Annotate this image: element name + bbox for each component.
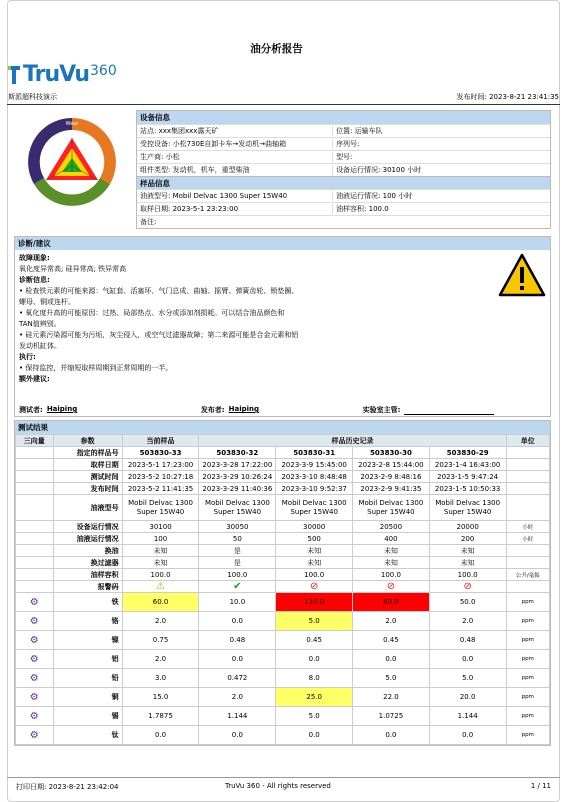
vector-cell xyxy=(16,569,54,581)
vector-cell xyxy=(16,495,54,521)
logo-brand: TruVu xyxy=(23,62,90,87)
unit-cell: ppm xyxy=(506,707,549,726)
value-cell: 30100 xyxy=(122,521,199,533)
info-cell: 受控设备: 小松730E自卸卡车→发动机→曲轴箱 xyxy=(140,140,287,148)
unit-cell xyxy=(506,557,549,569)
value-cell: 1.144 xyxy=(429,707,506,726)
unit-cell xyxy=(506,545,549,557)
table-row xyxy=(16,521,550,533)
unit-cell: ppm xyxy=(506,631,549,650)
value-cell: 2.0 xyxy=(429,612,506,631)
info-cell: 站点: xxx集团xxx露天矿 xyxy=(140,127,219,135)
info-row xyxy=(137,163,550,176)
info-cell: 位置: 运输车队 xyxy=(332,126,550,136)
unit-cell: ppm xyxy=(506,593,549,612)
test-results-bar: 测试结果 xyxy=(15,421,550,434)
value-cell: 0.75 xyxy=(122,631,199,650)
vector-cell xyxy=(16,669,54,688)
diagnosis-section xyxy=(14,236,551,417)
table-row xyxy=(16,483,550,495)
vector-cell xyxy=(16,447,54,459)
param-cell: 镍 xyxy=(53,631,122,650)
print-date: 打印日期: 2023-8-21 23:42:04 xyxy=(16,783,119,791)
value-cell: 10.0 xyxy=(199,593,276,612)
value-cell: 未知 xyxy=(276,557,353,569)
value-cell: 30000 xyxy=(276,521,353,533)
sample-info-bar: 样品信息 xyxy=(137,176,550,189)
value-cell: 0.0 xyxy=(199,612,276,631)
value-cell: 100 xyxy=(122,533,199,545)
vector-cell xyxy=(16,688,54,707)
diagnosis-line: 氧化度异常高; 硅异常高; 铁异常高 xyxy=(19,265,127,273)
value-cell: 20.0 xyxy=(429,688,506,707)
table-row xyxy=(16,726,550,745)
diagnosis-line: 诊断信息: xyxy=(19,276,50,284)
value-cell: 22.0 xyxy=(353,688,430,707)
value-cell: 400 xyxy=(353,533,430,545)
table-row xyxy=(16,545,550,557)
param-cell: 油液运行情况 xyxy=(53,533,122,545)
publisher-name: Haiping xyxy=(228,405,260,413)
value-cell: 1.0725 xyxy=(353,707,430,726)
wear-wheel-icon xyxy=(24,114,120,210)
vector-cell xyxy=(16,593,54,612)
value-cell: Mobil Delvac 1300 Super 15W40 xyxy=(353,495,430,521)
value-cell: 0.0 xyxy=(429,650,506,669)
value-cell: 2.0 xyxy=(199,688,276,707)
value-cell: 2023-3-10 8:48:48 xyxy=(276,471,353,483)
test-results-section xyxy=(14,420,551,746)
value-cell: 1.7875 xyxy=(122,707,199,726)
value-cell: 503830-30 xyxy=(353,447,430,459)
value-cell: ⊘ xyxy=(353,581,430,593)
value-cell: 5.0 xyxy=(276,612,353,631)
vector-cell xyxy=(16,471,54,483)
unit-cell: ppm xyxy=(506,612,549,631)
vector-cell xyxy=(16,545,54,557)
value-cell: 0.0 xyxy=(429,726,506,745)
value-cell: 50.0 xyxy=(429,593,506,612)
value-cell: 2023-3-10 9:52:37 xyxy=(276,483,353,495)
value-cell: 503830-32 xyxy=(199,447,276,459)
param-cell: 报警码 xyxy=(53,581,122,593)
info-cell: 取样日期: 2023-5-1 23:23:00 xyxy=(140,205,239,213)
gear-icon[interactable]: ⚙ xyxy=(29,596,39,608)
value-cell: 1.144 xyxy=(199,707,276,726)
param-cell: 铅 xyxy=(53,669,122,688)
results-header-cell: 参数 xyxy=(53,435,122,447)
param-cell: 铁 xyxy=(53,593,122,612)
value-cell: 503830-29 xyxy=(429,447,506,459)
value-cell: 50 xyxy=(199,533,276,545)
info-cell: 备注: xyxy=(140,218,157,226)
logo-mark-icon xyxy=(8,64,22,86)
unit-cell: 小时 xyxy=(506,533,549,545)
value-cell: 2.0 xyxy=(353,612,430,631)
info-row xyxy=(137,215,550,228)
value-cell: 2023-1-5 10:50:33 xyxy=(429,483,506,495)
unit-cell: ppm xyxy=(506,726,549,745)
value-cell: 200 xyxy=(429,533,506,545)
value-cell: 未知 xyxy=(122,545,199,557)
param-cell: 测试时间 xyxy=(53,471,122,483)
table-row xyxy=(16,707,550,726)
value-cell: ⚠ xyxy=(122,581,199,593)
param-cell: 铝 xyxy=(53,650,122,669)
value-cell: 0.472 xyxy=(199,669,276,688)
info-row xyxy=(137,124,550,137)
value-cell: 2023-3-28 17:22:00 xyxy=(199,459,276,471)
table-row xyxy=(16,593,550,612)
value-cell: 2023-3-9 15:45:00 xyxy=(276,459,353,471)
info-cell: 组件类型: 发动机，机车，重型柴油 xyxy=(140,166,250,174)
value-cell: 是 xyxy=(199,557,276,569)
value-cell: 80.0 xyxy=(353,593,430,612)
info-cell: 序列号: xyxy=(332,139,550,149)
param-cell: 换过滤器 xyxy=(53,557,122,569)
diagnosis-line: 额外建议: xyxy=(19,375,50,383)
value-cell: 2023-3-29 10:26:24 xyxy=(199,471,276,483)
vector-cell xyxy=(16,483,54,495)
vector-cell xyxy=(16,557,54,569)
unit-cell xyxy=(506,459,549,471)
value-cell: 0.0 xyxy=(276,726,353,745)
gear-icon[interactable]: ⚙ xyxy=(29,634,39,646)
value-cell: 0.0 xyxy=(122,726,199,745)
tester-name: Haiping xyxy=(46,405,78,413)
table-row xyxy=(16,447,550,459)
value-cell: 100.0 xyxy=(199,569,276,581)
info-cell: 设备运行情况: 30100 小时 xyxy=(332,165,550,175)
vector-cell xyxy=(16,612,54,631)
param-cell: 换油 xyxy=(53,545,122,557)
results-table xyxy=(15,434,550,745)
diagnosis-line: 螺母、铜或连杆。 xyxy=(19,298,75,306)
results-header-cell: 三向量 xyxy=(16,435,54,447)
value-cell: 2023-2-9 9:41:35 xyxy=(353,483,430,495)
table-row xyxy=(16,669,550,688)
info-cell: 型号: xyxy=(332,152,550,162)
value-cell: 100.0 xyxy=(276,569,353,581)
value-cell: 3.0 xyxy=(122,669,199,688)
footer-divider xyxy=(7,777,560,778)
unit-cell xyxy=(506,483,549,495)
diagnosis-bar: 诊断/建议 xyxy=(15,237,550,250)
value-cell: 100.0 xyxy=(353,569,430,581)
signature-row xyxy=(19,405,539,415)
logo-suffix: 360 xyxy=(90,63,117,79)
value-cell: 8.0 xyxy=(276,669,353,688)
value-cell: Mobil Delvac 1300 Super 15W40 xyxy=(122,495,199,521)
gear-icon[interactable]: ⚙ xyxy=(29,615,39,627)
value-cell: 100.0 xyxy=(429,569,506,581)
tester-label: 测试者: xyxy=(19,406,43,414)
value-cell: 2023-5-2 11:41:35 xyxy=(122,483,199,495)
param-cell: 取样日期 xyxy=(53,459,122,471)
value-cell: 2023-5-2 10:27:18 xyxy=(122,471,199,483)
unit-cell xyxy=(506,447,549,459)
value-cell: 0.45 xyxy=(353,631,430,650)
table-row xyxy=(16,459,550,471)
info-row xyxy=(137,150,550,163)
param-cell: 钛 xyxy=(53,726,122,745)
value-cell: 2023-1-4 16:43:00 xyxy=(429,459,506,471)
copyright: TruVu 360 - All rights reserved xyxy=(225,782,331,790)
gear-icon[interactable]: ⚙ xyxy=(29,672,39,684)
vector-cell xyxy=(16,631,54,650)
gear-icon[interactable]: ⚙ xyxy=(29,710,39,722)
value-cell: 2023-2-8 15:44:00 xyxy=(353,459,430,471)
value-cell: 20500 xyxy=(353,521,430,533)
value-cell: 0.48 xyxy=(429,631,506,650)
diagnosis-line: 执行: xyxy=(19,353,36,361)
wheel-wear-label: Wear xyxy=(65,121,79,127)
truvu-logo xyxy=(8,56,117,86)
diagnosis-line: • 氧化度升高的可能原因：过热、局部热点、水分或添加剂损耗。可以结合油品颜色和 xyxy=(19,309,285,317)
value-cell: Mobil Delvac 1300 Super 15W40 xyxy=(199,495,276,521)
table-row xyxy=(16,581,550,593)
value-cell: 100.0 xyxy=(122,569,199,581)
gear-icon[interactable]: ⚙ xyxy=(29,691,39,703)
publish-time: 发布时间: 2023-8-21 23:41:35 xyxy=(456,93,559,101)
unit-cell: 小时 xyxy=(506,521,549,533)
diagnosis-line: TAN值辨别。 xyxy=(19,320,61,328)
report-title: 油分析报告 xyxy=(250,43,303,55)
results-header-cell: 样品历史记录 xyxy=(199,435,506,447)
value-cell: ⊘ xyxy=(429,581,506,593)
value-cell: 5.0 xyxy=(353,669,430,688)
param-cell: 油液型号 xyxy=(53,495,122,521)
table-row xyxy=(16,495,550,521)
vector-cell xyxy=(16,726,54,745)
table-row xyxy=(16,631,550,650)
results-header-cell: 单位 xyxy=(506,435,549,447)
publisher-label: 发布者: xyxy=(200,406,225,414)
vector-cell xyxy=(16,707,54,726)
info-row xyxy=(137,189,550,202)
value-cell: ✔ xyxy=(199,581,276,593)
param-cell: 铬 xyxy=(53,612,122,631)
table-row xyxy=(16,557,550,569)
value-cell: 0.0 xyxy=(276,650,353,669)
info-cell: 油液型号: Mobil Delvac 1300 Super 15W40 xyxy=(140,192,288,200)
value-cell: 503830-33 xyxy=(122,447,199,459)
value-cell: 15.0 xyxy=(122,688,199,707)
value-cell: ⊘ xyxy=(276,581,353,593)
unit-cell: ppm xyxy=(506,688,549,707)
info-cell: 生产商: 小松 xyxy=(140,153,180,161)
divider xyxy=(7,104,560,105)
unit-cell xyxy=(506,581,549,593)
param-cell: 设备运行情况 xyxy=(53,521,122,533)
vector-cell xyxy=(16,581,54,593)
vector-cell xyxy=(16,459,54,471)
value-cell: 未知 xyxy=(353,557,430,569)
value-cell: 25.0 xyxy=(276,688,353,707)
table-row xyxy=(16,650,550,669)
value-cell: 20000 xyxy=(429,521,506,533)
value-cell: 0.0 xyxy=(199,726,276,745)
value-cell: 2023-1-5 9:47:24 xyxy=(429,471,506,483)
value-cell: 0.0 xyxy=(199,650,276,669)
value-cell: 503830-31 xyxy=(276,447,353,459)
value-cell: 未知 xyxy=(429,545,506,557)
value-cell: 未知 xyxy=(429,557,506,569)
value-cell: 2.0 xyxy=(122,650,199,669)
table-row xyxy=(16,471,550,483)
vector-cell xyxy=(16,650,54,669)
diagnosis-line: • 保持监控，并缩短取样周期到正常周期的一半。 xyxy=(19,364,173,372)
value-cell: 2023-2-9 8:48:16 xyxy=(353,471,430,483)
value-cell: 是 xyxy=(199,545,276,557)
gear-icon[interactable]: ⚙ xyxy=(29,729,39,741)
warning-icon xyxy=(498,253,546,297)
param-cell: 油样容积 xyxy=(53,569,122,581)
param-cell: 锡 xyxy=(53,707,122,726)
value-cell: 5.0 xyxy=(429,669,506,688)
param-cell: 发布时间 xyxy=(53,483,122,495)
value-cell: 110.0 xyxy=(276,593,353,612)
table-row xyxy=(16,533,550,545)
value-cell: 2023-5-1 17:23:00 xyxy=(122,459,199,471)
value-cell: 0.0 xyxy=(353,650,430,669)
lab-supervisor-line xyxy=(404,405,494,415)
value-cell: Mobil Delvac 1300 Super 15W40 xyxy=(429,495,506,521)
value-cell: 30050 xyxy=(199,521,276,533)
table-row xyxy=(16,688,550,707)
diagnosis-line: 故障现象: xyxy=(19,254,50,262)
results-header-cell: 当前样品 xyxy=(122,435,199,447)
lab-supervisor-label: 实验室主管: xyxy=(362,406,401,414)
info-cell: 油样容积: 100.0 xyxy=(332,204,550,214)
table-row xyxy=(16,569,550,581)
device-info-bar: 设备信息 xyxy=(137,111,550,124)
info-row xyxy=(137,137,550,150)
info-row xyxy=(137,202,550,215)
unit-cell: ppm xyxy=(506,650,549,669)
value-cell: 2.0 xyxy=(122,612,199,631)
company-name: 斯派超科技演示 xyxy=(8,93,57,101)
unit-cell: ppm xyxy=(506,669,549,688)
value-cell: 未知 xyxy=(276,545,353,557)
param-cell: 指定的样品号 xyxy=(53,447,122,459)
table-row xyxy=(16,612,550,631)
device-info-section xyxy=(136,110,551,229)
gear-icon[interactable]: ⚙ xyxy=(29,653,39,665)
vector-cell xyxy=(16,533,54,545)
value-cell: 60.0 xyxy=(122,593,199,612)
unit-cell xyxy=(506,495,549,521)
diagnosis-line: • 硅元素污染源可能为污垢，灰尘侵入，或空气过滤器故障；第二来源可能是合金元素和铝 xyxy=(19,331,299,339)
param-cell: 铜 xyxy=(53,688,122,707)
value-cell: Mobil Delvac 1300 Super 15W40 xyxy=(276,495,353,521)
value-cell: 2023-3-29 11:40:36 xyxy=(199,483,276,495)
unit-cell: 公升/毫振 xyxy=(506,569,549,581)
value-cell: 0.45 xyxy=(276,631,353,650)
value-cell: 500 xyxy=(276,533,353,545)
value-cell: 5.0 xyxy=(276,707,353,726)
value-cell: 未知 xyxy=(122,557,199,569)
value-cell: 0.0 xyxy=(353,726,430,745)
vector-cell xyxy=(16,521,54,533)
value-cell: 0.48 xyxy=(199,631,276,650)
unit-cell xyxy=(506,471,549,483)
diagnosis-line: • 检查铁元素的可能来源：气缸套、活塞环、气门总成、曲轴、摇臂、弹簧齿轮、锁垫圈、 xyxy=(19,287,299,295)
value-cell: 未知 xyxy=(353,545,430,557)
page-number: 1 / 11 xyxy=(530,782,551,790)
diagnosis-line: 发动机缸体。 xyxy=(19,342,61,350)
info-cell: 油液运行情况: 100 小时 xyxy=(332,191,550,201)
